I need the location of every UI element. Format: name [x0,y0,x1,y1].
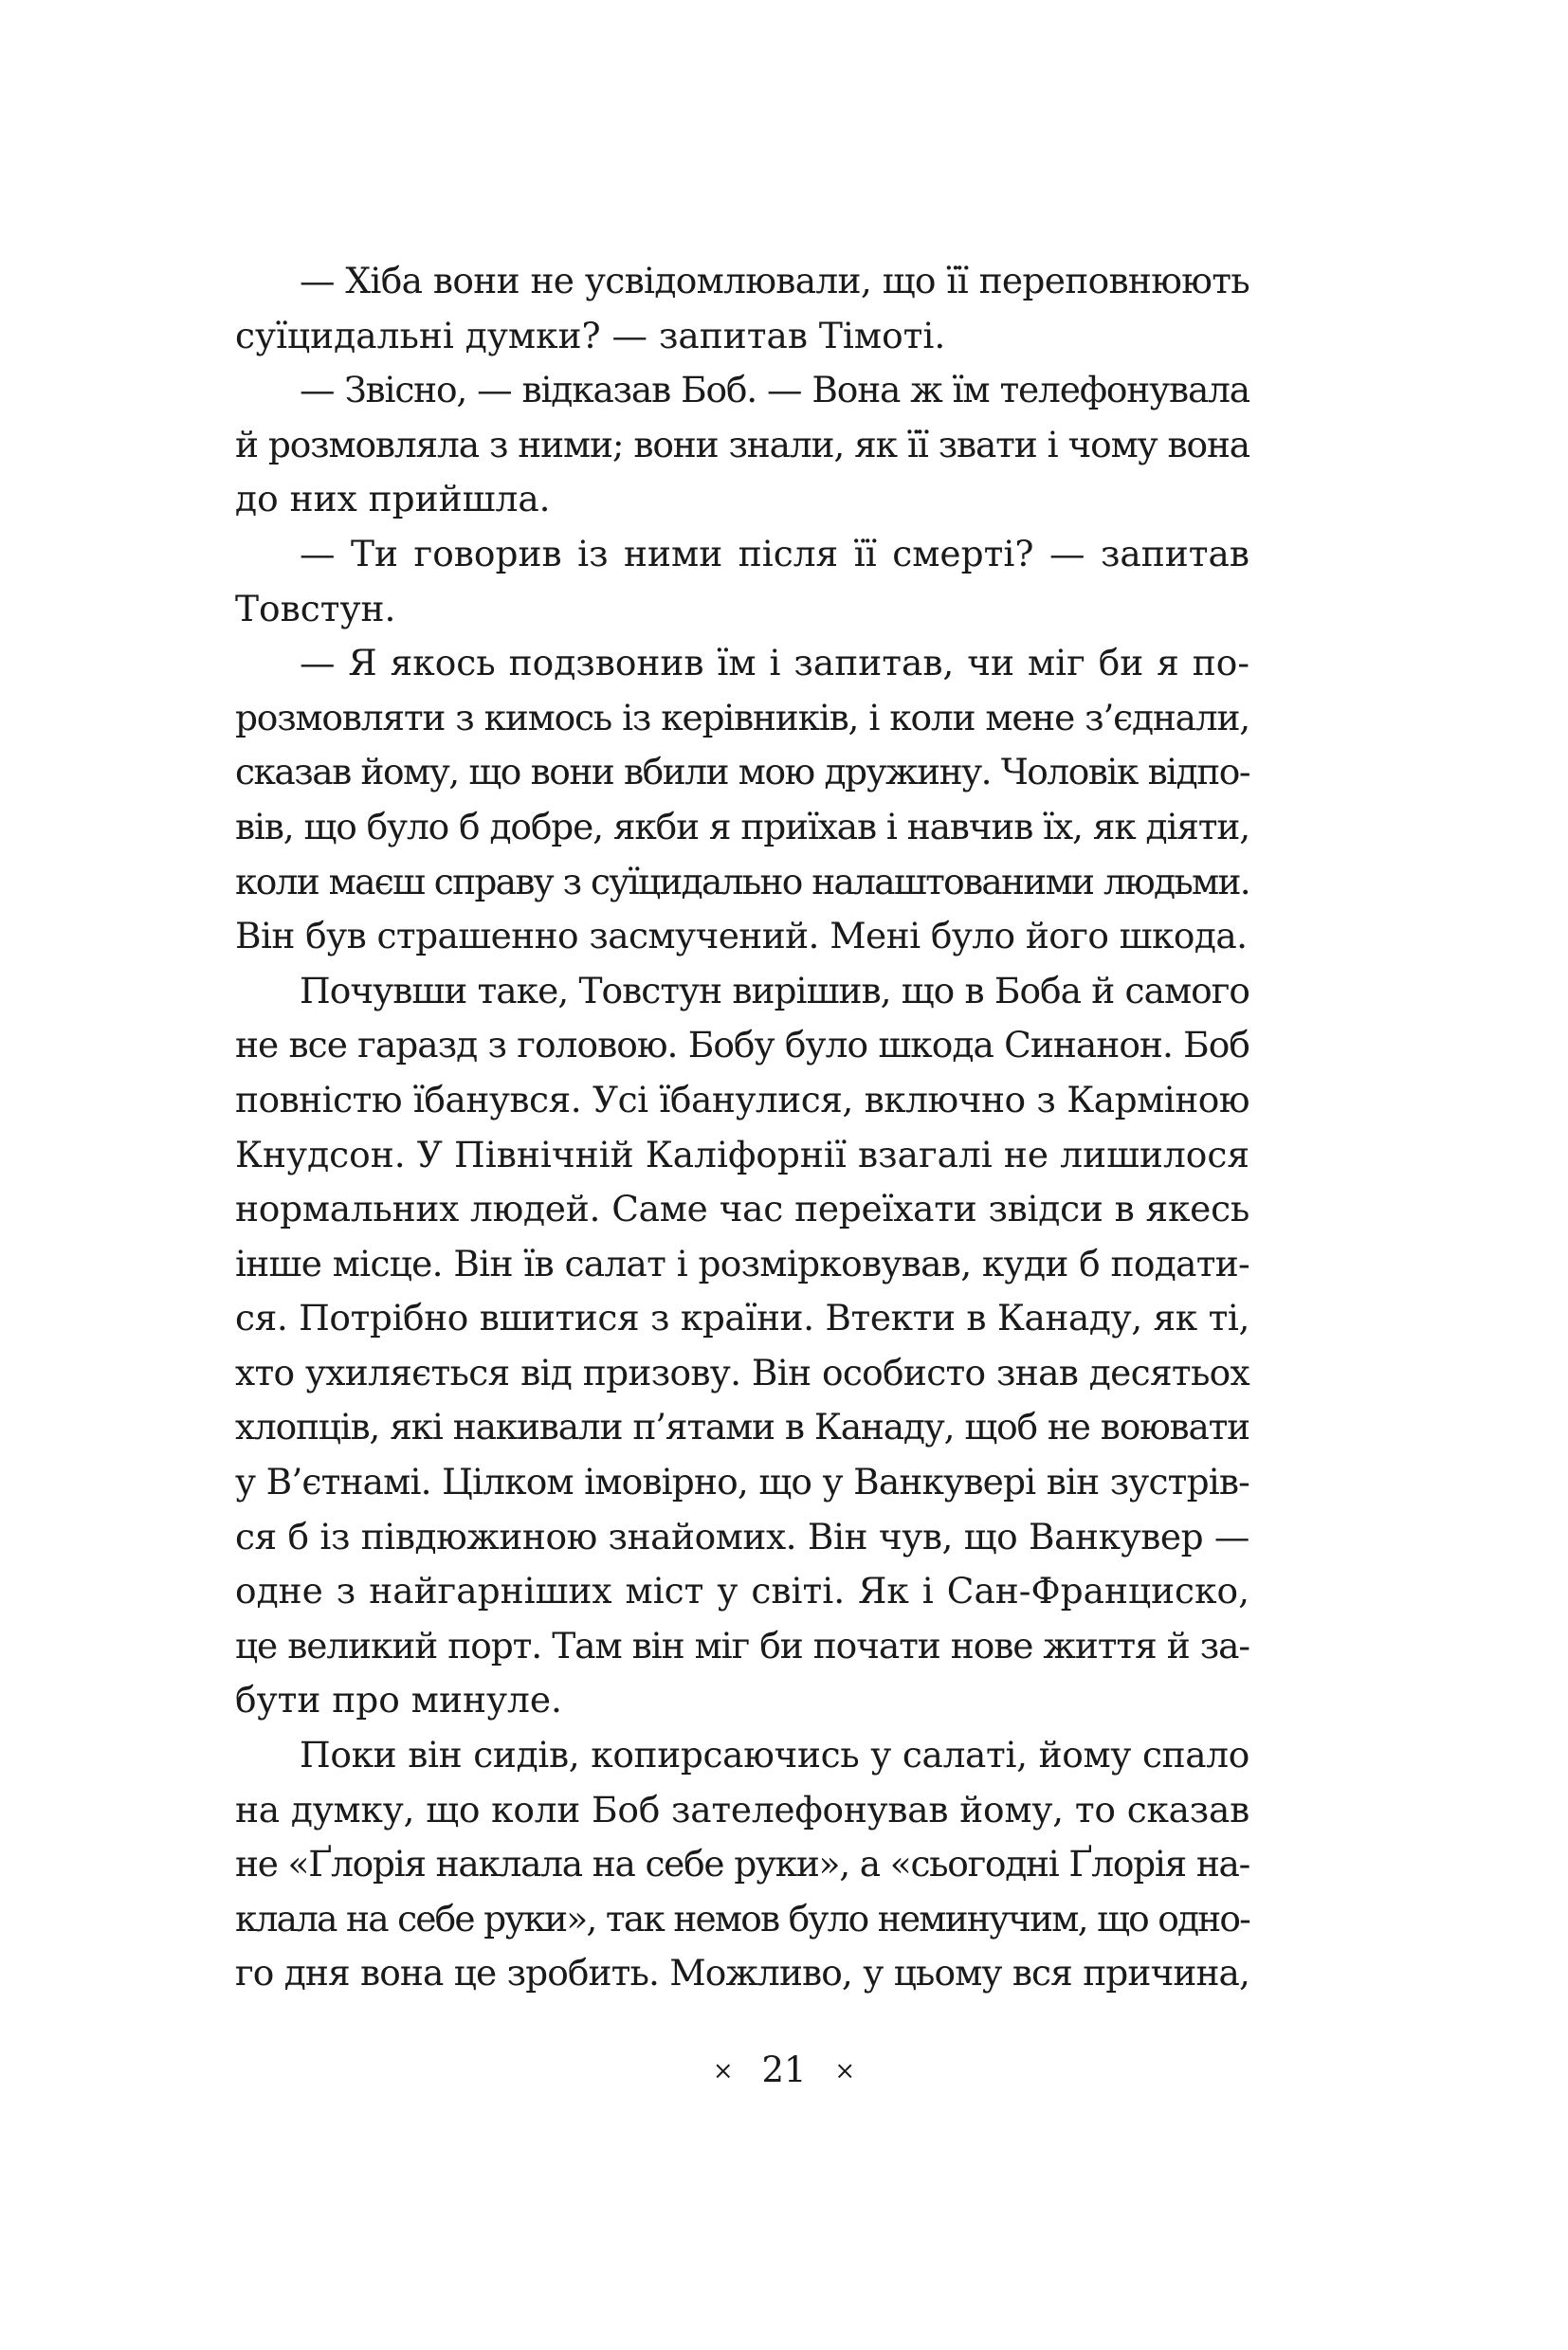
page-number [0,2048,1568,2094]
text-line: суїцидальні думки? — запитав Тімоті. [235,314,946,356]
text-line: ся. Потрібно вшитися з країни. Втекти в Канаду, як ті, [235,1297,1249,1339]
text-line: у В’єтнамі. Цілком імовірно, що у Ванкувері він зустрів- [235,1461,1249,1503]
text-line: й розмовляла з ними; вони знали, як її звати і чому вона [235,423,1249,465]
text-line: — Ти говорив із ними після її смерті? — запитав [300,532,1249,574]
text-line: це великий порт. Там він міг би почати нове життя й за- [235,1624,1249,1667]
text-line: Поки він сидів, копирсаючись у салаті, йому спало [300,1734,1249,1776]
text-line: Почувши таке, Товстун вирішив, що в Боба й самого [300,969,1249,1011]
text-line: нормальних людей. Саме час переїхати звідси в якесь [235,1188,1249,1230]
text-line: не «Ґлорія наклала на себе руки», а «сьогодні Ґлорія на- [235,1843,1249,1885]
text-line: Він був страшенно засмучений. Мені було його шкода. [235,915,1248,957]
folio-number: 21 [761,2049,807,2090]
folio-left-mark: × [712,2057,734,2086]
text-line: Кнудсон. У Північній Каліфорнії взагалі не лишилося [235,1133,1249,1175]
text-line: — Звісно, — відказав Боб. — Вона ж їм телефонувала [300,369,1249,411]
text-line: сказав йому, що вони вбили мою дружину. Чоловік відпо- [235,751,1249,793]
text-line: вів, що було б добре, якби я приїхав і навчив їх, як діяти, [235,805,1249,847]
text-line: клала на себе руки», так немов було неминучим, що одно- [235,1897,1249,1940]
text-line: на думку, що коли Боб зателефонував йому, то сказав [235,1788,1249,1831]
text-line: не все гаразд з головою. Бобу було шкода Синанон. Боб [235,1024,1249,1066]
text-line: хлопців, які накивали п’ятами в Канаду, щоб не воювати [235,1406,1249,1448]
text-line: до них прийшла. [235,478,551,520]
text-line: інше місце. Він їв салат і розмірковував, куди б подати- [235,1242,1249,1284]
text-line: — Я якось подзвонив їм і запитав, чи міг би я по- [300,642,1249,684]
text-line: розмовляти з кимось із керівників, і коли мене з’єднали, [235,696,1249,738]
text-line: одне з найгарніших міст у світі. Як і Сан-Франциско, [235,1570,1249,1612]
text-line: повністю їбанувся. Усі їбанулися, включно з Карміною [235,1078,1249,1120]
text-line: хто ухиляється від призову. Він особисто знав десятьох [235,1351,1249,1394]
folio-right-mark: × [834,2057,856,2086]
text-line: коли маєш справу з суїцидально налаштованими людьми. [235,860,1249,902]
body-text [235,254,1249,2001]
text-line: ся б із півдюжиною знайомих. Він чув, що Ванкувер — [235,1515,1249,1558]
text-line: го дня вона це зробить. Можливо, у цьому вся причина, [235,1952,1249,1995]
text-line: — Хіба вони не усвідомлювали, що її переповнюють [300,260,1249,301]
text-line: Товстун. [235,587,396,629]
text-line: бути про минуле. [235,1679,562,1722]
